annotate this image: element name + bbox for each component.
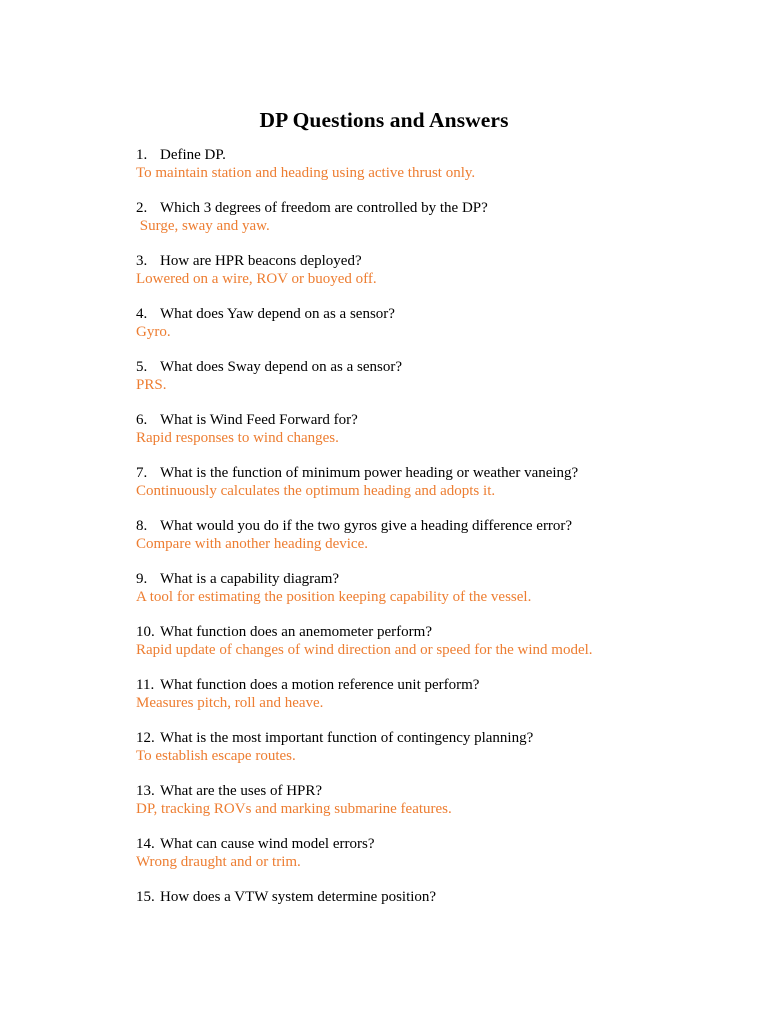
qa-item: [136, 252, 656, 288]
question-line: [136, 782, 656, 800]
answer-line: To establish escape routes.: [136, 748, 296, 764]
question-line: [136, 888, 656, 906]
answer-line: Surge, sway and yaw.: [136, 218, 270, 234]
answer-line: PRS.: [136, 377, 167, 393]
qa-item: [136, 888, 656, 906]
question-number: 4.: [136, 306, 148, 322]
qa-item: [136, 623, 656, 659]
qa-item: [136, 729, 656, 765]
answer-line: Continuously calculates the optimum heading and adopts it.: [136, 483, 496, 499]
question-text: What function does an anemometer perform?: [160, 624, 432, 640]
question-number: 6.: [136, 412, 148, 428]
question-number: 12.: [136, 730, 155, 746]
question-line: [136, 517, 656, 535]
question-line: [136, 305, 656, 323]
question-text: What is a capability diagram?: [160, 571, 340, 587]
qa-item: [136, 411, 656, 447]
qa-item: [136, 517, 656, 553]
question-number: 11.: [136, 677, 155, 693]
question-number: 13.: [136, 783, 155, 799]
qa-item: [136, 835, 656, 871]
question-line: [136, 199, 656, 217]
question-text: Which 3 degrees of freedom are controlled by the DP?: [160, 200, 488, 216]
question-line: [136, 358, 656, 376]
question-text: How are HPR beacons deployed?: [160, 253, 362, 269]
question-text: What is the function of minimum power heading or weather vaneing?: [160, 465, 579, 481]
question-text: What does Sway depend on as a sensor?: [160, 359, 403, 375]
question-text: How does a VTW system determine position?: [160, 889, 437, 905]
question-number: 1.: [136, 147, 148, 163]
qa-item: [136, 676, 656, 712]
question-line: [136, 835, 656, 853]
question-line: [136, 623, 656, 641]
question-line: [136, 464, 656, 482]
answer-line: Rapid update of changes of wind direction and or speed for the wind model.: [136, 642, 593, 658]
answer-line: Rapid responses to wind changes.: [136, 430, 339, 446]
answer-line: DP, tracking ROVs and marking submarine features.: [136, 801, 452, 817]
qa-item: [136, 305, 656, 341]
question-number: 8.: [136, 518, 148, 534]
question-text: What would you do if the two gyros give a heading difference error?: [160, 518, 573, 534]
answer-line: Wrong draught and or trim.: [136, 854, 301, 870]
answer-line: Gyro.: [136, 324, 171, 340]
answer-line: Lowered on a wire, ROV or buoyed off.: [136, 271, 377, 287]
question-number: 15.: [136, 889, 155, 905]
question-number: 5.: [136, 359, 148, 375]
answer-line: A tool for estimating the position keeping capability of the vessel.: [136, 589, 532, 605]
page-title: DP Questions and Answers: [259, 108, 509, 133]
qa-item: [136, 358, 656, 394]
answer-line: To maintain station and heading using active thrust only.: [136, 165, 476, 181]
question-line: [136, 252, 656, 270]
qa-item: [136, 199, 656, 235]
question-line: [136, 676, 656, 694]
qa-item: [136, 782, 656, 818]
question-text: What is Wind Feed Forward for?: [160, 412, 358, 428]
question-text: What can cause wind model errors?: [160, 836, 375, 852]
question-number: 3.: [136, 253, 148, 269]
answer-line: Compare with another heading device.: [136, 536, 369, 552]
question-line: [136, 411, 656, 429]
question-number: 9.: [136, 571, 148, 587]
qa-list: [136, 146, 656, 906]
question-text: What does Yaw depend on as a sensor?: [160, 306, 395, 322]
question-text: Define DP.: [160, 147, 226, 163]
question-line: [136, 146, 656, 164]
question-number: 2.: [136, 200, 148, 216]
question-text: What is the most important function of contingency planning?: [160, 730, 534, 746]
question-number: 14.: [136, 836, 155, 852]
question-line: [136, 570, 656, 588]
question-text: What are the uses of HPR?: [160, 783, 323, 799]
qa-item: [136, 570, 656, 606]
question-number: 7.: [136, 465, 148, 481]
question-number: 10.: [136, 624, 155, 640]
qa-item: [136, 464, 656, 500]
question-line: [136, 729, 656, 747]
answer-line: Measures pitch, roll and heave.: [136, 695, 324, 711]
question-text: What function does a motion reference unit perform?: [160, 677, 480, 693]
qa-item: [136, 146, 656, 182]
